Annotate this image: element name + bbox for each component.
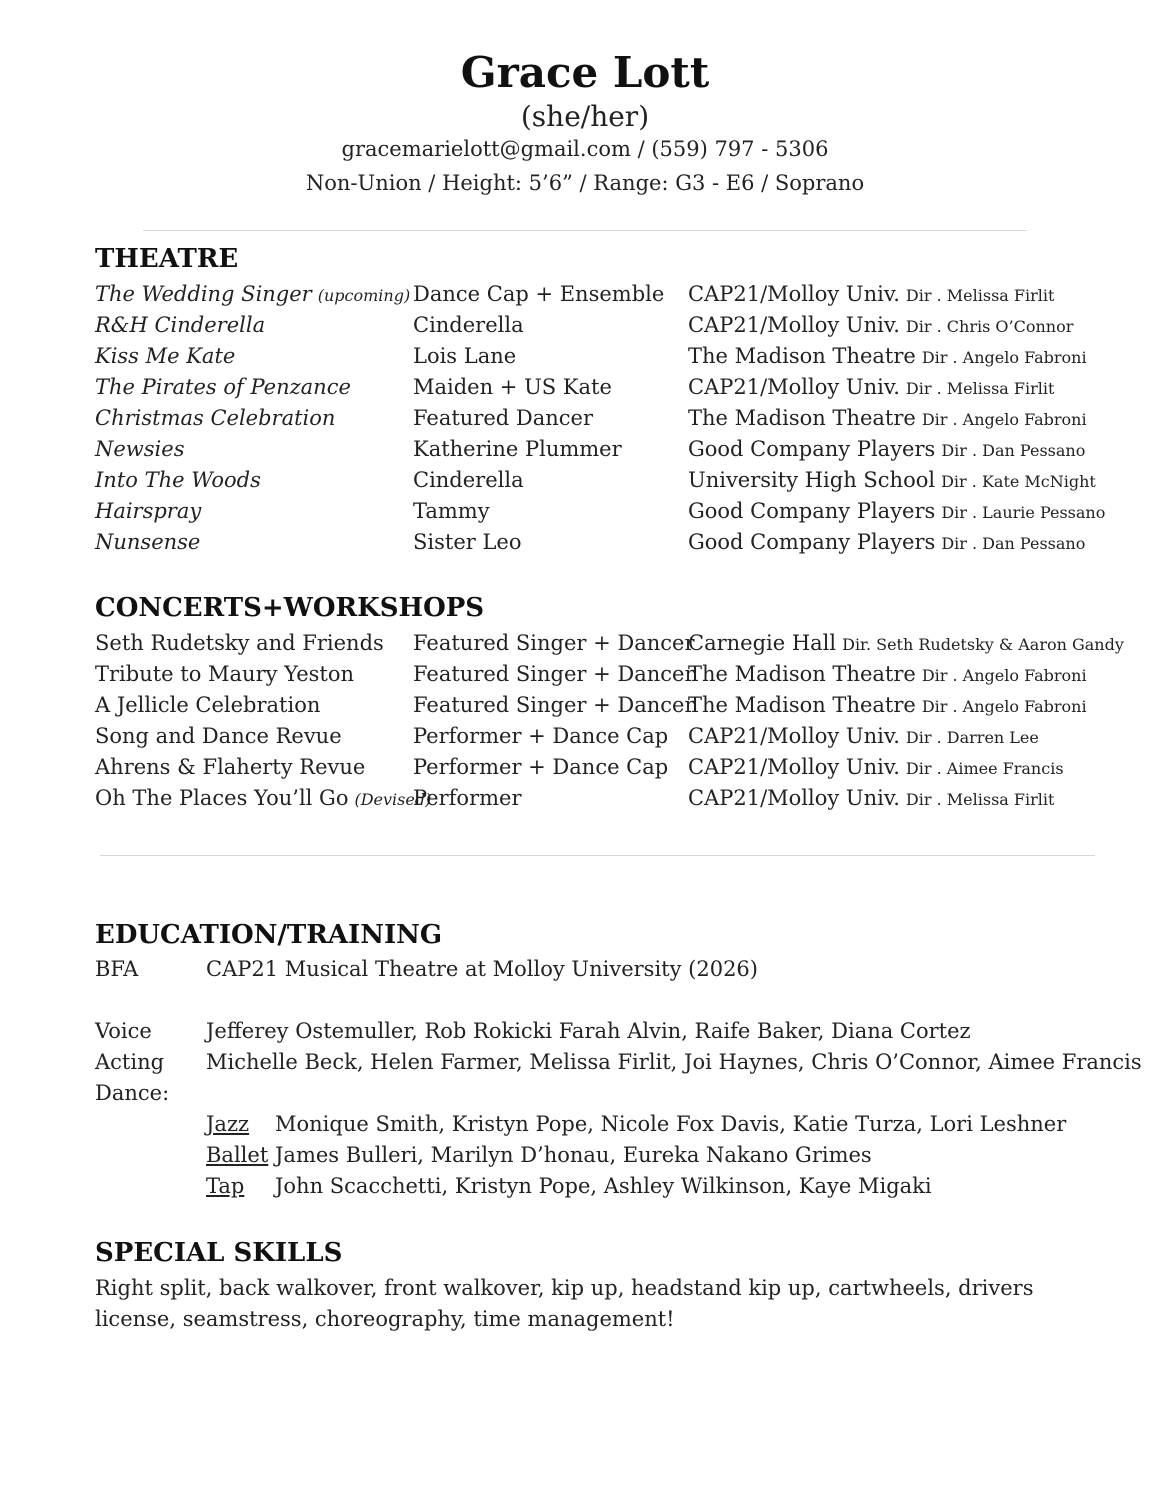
theatre-credit-row [0,499,1170,529]
theatre-credit-row [0,313,1170,343]
show-title: Newsies [95,437,185,461]
credit-venue [688,468,1096,492]
credit-venue [688,313,1073,337]
theatre-credit-row [0,437,1170,467]
venue-name: CAP21/Molloy Univ. [688,282,900,306]
venue-name: CAP21/Molloy Univ. [688,755,900,779]
venue-name: The Madison Theatre [688,406,916,430]
pronouns: (she/her) [520,100,650,133]
credit-title [95,693,320,717]
section-divider [100,855,1095,856]
show-title: Oh The Places You’ll Go [95,786,349,810]
director-name: Dir . Darren Lee [905,728,1039,747]
show-title: Nunsense [95,530,201,554]
dance-style-ballet: Ballet [206,1143,269,1167]
credit-venue [688,786,1054,810]
credit-role: Lois Lane [413,344,517,368]
credit-role: Katherine Plummer [413,437,622,461]
theatre-credit-row [0,406,1170,436]
venue-name: The Madison Theatre [688,662,916,686]
venue-name: Good Company Players [688,437,936,461]
dance-style-tap: Tap [206,1174,245,1198]
director-name: Dir . Kate McNight [941,472,1096,491]
venue-name: Good Company Players [688,499,936,523]
header-divider [143,230,1027,231]
credit-role: Featured Singer + Dancer [413,693,695,717]
concert-credit-row [0,693,1170,723]
concerts-heading: CONCERTS+WORKSHOPS [95,593,485,623]
ballet-teachers: James Bulleri, Marilyn D’honau, Eureka Nakano Grimes [275,1143,872,1167]
resume-name: Grace Lott [460,48,710,97]
credit-venue [688,375,1054,399]
theatre-credit-row [0,282,1170,312]
credit-venue [688,499,1105,523]
venue-name: Good Company Players [688,530,936,554]
credit-title [95,375,351,399]
credit-title [95,282,410,306]
show-title: The Wedding Singer [95,282,312,306]
concert-credit-row [0,724,1170,754]
show-title: Christmas Celebration [95,406,336,430]
concert-credit-row [0,755,1170,785]
credit-role: Performer [413,786,522,810]
credit-role: Featured Singer + Dancer [413,662,695,686]
acting-teachers: Michelle Beck, Helen Farmer, Melissa Firlit, Joi Haynes, Chris O’Connor, Aimee Francis [206,1050,1142,1074]
credit-venue [688,437,1085,461]
venue-name: CAP21/Molloy Univ. [688,724,900,748]
director-name: Dir . Angelo Fabroni [921,410,1087,429]
credit-role: Performer + Dance Cap [413,755,669,779]
jazz-teachers: Monique Smith, Kristyn Pope, Nicole Fox Davis, Katie Turza, Lori Leshner [275,1112,1067,1136]
show-title: Tribute to Maury Yeston [95,662,355,686]
education-heading: EDUCATION/TRAINING [95,920,443,950]
credit-venue [688,662,1087,686]
director-name: Dir . Angelo Fabroni [921,348,1087,367]
acting-label: Acting [95,1050,165,1074]
dance-style-jazz: Jazz [206,1112,250,1136]
director-name: Dir . Laurie Pessano [941,503,1106,522]
theatre-credit-row [0,344,1170,374]
credit-title [95,755,365,779]
show-title: Into The Woods [95,468,261,492]
credit-venue [688,631,1124,655]
tap-teachers: John Scacchetti, Kristyn Pope, Ashley Wilkinson, Kaye Migaki [275,1174,932,1198]
credit-title [95,631,384,655]
credit-title [95,662,354,686]
credit-role: Sister Leo [413,530,522,554]
show-note: (upcoming) [317,286,411,305]
venue-name: CAP21/Molloy Univ. [688,786,900,810]
theatre-heading: THEATRE [95,244,239,274]
venue-name: The Madison Theatre [688,344,916,368]
director-name: Dir . Melissa Firlit [905,379,1055,398]
skills-text: Right split, back walkover, front walkover, kip up, headstand kip up, cartwheels, drivers license, seamstress, choreography, time management! [95,1276,1034,1331]
credit-role: Dance Cap + Ensemble [413,282,665,306]
show-title: Hairspray [95,499,202,523]
credit-role: Featured Dancer [413,406,594,430]
show-title: The Pirates of Penzance [95,375,351,399]
concert-credit-row [0,662,1170,692]
degree-value: CAP21 Musical Theatre at Molloy University (2026) [206,957,758,981]
credit-title [95,786,431,810]
director-name: Dir . Melissa Firlit [905,790,1055,809]
credit-role: Tammy [413,499,490,523]
theatre-credit-row [0,375,1170,405]
venue-name: CAP21/Molloy Univ. [688,313,900,337]
credit-role: Maiden + US Kate [413,375,612,399]
credit-role: Featured Singer + Dancer [413,631,695,655]
credit-title [95,724,342,748]
show-title: Seth Rudetsky and Friends [95,631,384,655]
show-title: Kiss Me Kate [95,344,236,368]
credit-title [95,313,265,337]
theatre-credit-row [0,468,1170,498]
voice-label: Voice [95,1019,152,1043]
credit-title [95,468,261,492]
director-name: Dir . Angelo Fabroni [921,697,1087,716]
credit-venue [688,406,1087,430]
credit-venue [688,344,1087,368]
director-name: Dir . Chris O’Connor [905,317,1074,336]
degree-label: BFA [95,957,139,981]
director-name: Dir. Seth Rudetsky & Aaron Gandy [842,635,1124,654]
contact-line: gracemarielott@gmail.com / (559) 797 - 5306 [341,137,829,161]
director-name: Dir . Angelo Fabroni [921,666,1087,685]
director-name: Dir . Dan Pessano [941,441,1086,460]
skills-heading: SPECIAL SKILLS [95,1238,343,1268]
show-title: R&H Cinderella [95,313,266,337]
theatre-credit-row [0,530,1170,560]
stats-line: Non-Union / Height: 5’6” / Range: G3 - E6 / Soprano [305,171,865,195]
venue-name: University High School [688,468,936,492]
voice-teachers: Jefferey Ostemuller, Rob Rokicki Farah Alvin, Raife Baker, Diana Cortez [206,1019,971,1043]
credit-venue [688,724,1039,748]
credit-title [95,344,235,368]
venue-name: CAP21/Molloy Univ. [688,375,900,399]
show-title: A Jellicle Celebration [95,693,321,717]
credit-role: Cinderella [413,313,524,337]
dance-label: Dance: [95,1081,170,1105]
venue-name: Carnegie Hall [688,631,837,655]
show-title: Song and Dance Revue [95,724,342,748]
venue-name: The Madison Theatre [688,693,916,717]
credit-role: Performer + Dance Cap [413,724,669,748]
director-name: Dir . Melissa Firlit [905,286,1055,305]
credit-venue [688,530,1085,554]
director-name: Dir . Aimee Francis [905,759,1064,778]
credit-title [95,530,200,554]
credit-title [95,406,335,430]
credit-title [95,437,184,461]
show-title: Ahrens & Flaherty Revue [95,755,366,779]
concert-credit-row [0,786,1170,816]
credit-role: Cinderella [413,468,524,492]
concert-credit-row [0,631,1170,661]
show-note: (Devised) [354,790,432,809]
credit-venue [688,282,1054,306]
credit-title [95,499,201,523]
director-name: Dir . Dan Pessano [941,534,1086,553]
credit-venue [688,755,1064,779]
credit-venue [688,693,1087,717]
